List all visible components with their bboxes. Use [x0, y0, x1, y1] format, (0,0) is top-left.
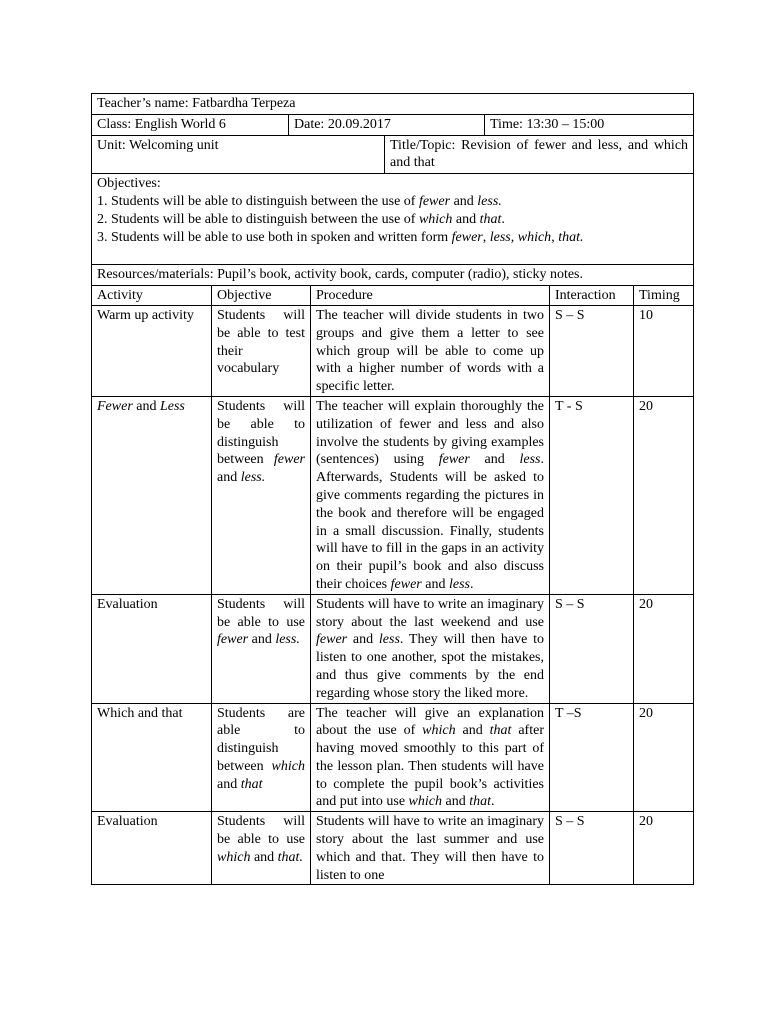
- activity-cell: Fewer and Less: [92, 396, 212, 594]
- activity-cell: Which and that: [92, 703, 212, 812]
- interaction-cell: T - S: [550, 396, 634, 594]
- timing-cell: 20: [634, 396, 694, 594]
- column-header-procedure: Procedure: [311, 286, 550, 306]
- class-field: Class: English World 6: [92, 114, 289, 135]
- date-field: Date: 20.09.2017: [289, 114, 485, 135]
- timing-cell: 20: [634, 812, 694, 885]
- time-field: Time: 13:30 – 15:00: [485, 114, 694, 135]
- procedure-cell: Students will have to write an imaginary story about the last summer and use which and that. They will then have to listen to one: [311, 812, 550, 885]
- teacher-name: Teacher’s name: Fatbardha Terpeza: [92, 94, 694, 115]
- objective-item: 2. Students will be able to distinguish between the use of which and that.: [97, 211, 505, 227]
- table-row: [92, 703, 694, 812]
- objective-item: 1. Students will be able to distinguish between the use of fewer and less.: [97, 193, 502, 209]
- procedure-cell: The teacher will divide students in two groups and give them a letter to see which group will be able to come up with a higher number of words with a specific letter.: [311, 305, 550, 396]
- objective-cell: Students will be able to use which and that.: [212, 812, 311, 885]
- timing-cell: 10: [634, 305, 694, 396]
- interaction-cell: T –S: [550, 703, 634, 812]
- objectives-heading: Objectives:: [97, 176, 161, 192]
- timing-cell: 20: [634, 703, 694, 812]
- objective-item: 3. Students will be able to use both in spoken and written form fewer, less, which, that.: [97, 229, 584, 245]
- interaction-cell: S – S: [550, 812, 634, 885]
- table-header-row: [92, 286, 694, 306]
- procedure-cell: The teacher will explain thoroughly the utilization of fewer and less and also involve the students by giving examples (sentences) using fewer and less. Afterwards, Students will be asked to give comments regarding the pictures in the book and therefore will be engaged in a small discussion. Finally, students will have to fill in the gaps in an activity on their pupil’s book and also discuss their choices fewer and less.: [311, 396, 550, 594]
- table-row: [92, 396, 694, 594]
- column-header-objective: Objective: [212, 286, 311, 306]
- interaction-cell: S – S: [550, 594, 634, 703]
- resources-field: Resources/materials: Pupil’s book, activity book, cards, computer (radio), sticky notes.: [92, 265, 694, 286]
- table-row: [92, 812, 694, 885]
- objective-cell: Students will be able to use fewer and less.: [212, 594, 311, 703]
- objective-cell: Students will be able to distinguish between fewer and less.: [212, 396, 311, 594]
- activity-cell: Evaluation: [92, 594, 212, 703]
- procedure-cell: The teacher will give an explanation about the use of which and that after having moved smoothly to this part of the lesson plan. Then students will have to complete the pupil book’s activities and put into use which and that.: [311, 703, 550, 812]
- lesson-plan: [91, 93, 693, 885]
- activity-cell: Warm up activity: [92, 305, 212, 396]
- column-header-timing: Timing: [634, 286, 694, 306]
- table-row: [92, 594, 694, 703]
- objective-cell: Students will be able to test their vocabulary: [212, 305, 311, 396]
- unit-field: Unit: Welcoming unit: [92, 135, 385, 174]
- objective-cell: Students are able to distinguish between which and that: [212, 703, 311, 812]
- procedure-cell: Students will have to write an imaginary story about the last weekend and use fewer and less. They will then have to listen to one another, spot the mistakes, and thus give comments by the end regarding whose story the liked more.: [311, 594, 550, 703]
- timing-cell: 20: [634, 594, 694, 703]
- activities-table: [91, 285, 694, 885]
- objectives-section: [92, 174, 694, 265]
- table-row: [92, 305, 694, 396]
- column-header-interaction: Interaction: [550, 286, 634, 306]
- interaction-cell: S – S: [550, 305, 634, 396]
- topic-field: Title/Topic: Revision of fewer and less, and which and that: [385, 135, 694, 174]
- header-table: [91, 93, 694, 286]
- activity-cell: Evaluation: [92, 812, 212, 885]
- column-header-activity: Activity: [92, 286, 212, 306]
